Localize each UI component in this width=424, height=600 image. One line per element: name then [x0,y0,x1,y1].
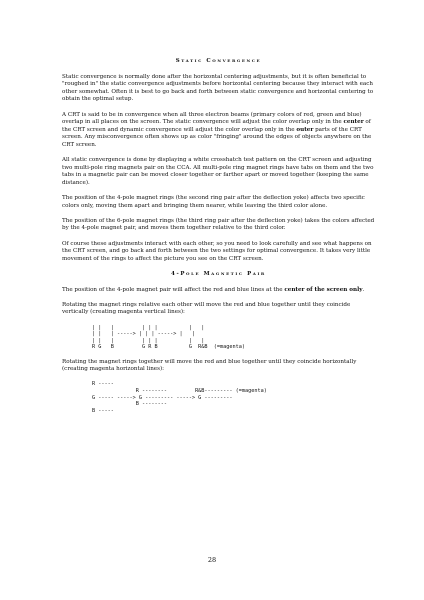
paragraph: The position of the 6-pole magnet rings (the third ring pair after the deflection yoke) takes the colors affected by the 4-pole magnet pair, and moves them together relative to the third color. [62,217,375,232]
section-title-static-convergence: Static Convergence [175,58,262,64]
text-run: of the CRT screen and dynamic convergence will adjust the color overlap only in the [62,119,371,133]
text-run: . [362,286,365,293]
bold-text: center [343,119,364,126]
bold-text: center of the screen only [284,286,363,293]
bold-text: outer [296,126,314,133]
text-run: The position of the 4-pole magnet pair will affect the red and blue lines at the [62,286,285,293]
paragraph: Of course these adjustments interact with each other, so you need to look carefully and see what happens on the CRT screen, and go back and forth between the two settings for optimal convergence. It takes very little movement of the rings to affect the picture you see on the CRT screen. [62,240,372,262]
vertical-convergence-diagram: | | | | | | | | | | | -----> | | | -----> | | | | | | | | | | R G B G R B G R&B (=magenta) [92,324,246,351]
paragraph: Static convergence is normally done after the horizontal centering adjustments, but it is often beneficial to "roughed in" the static convergence adjustments before horizontal centering because they interact with each other somewhat. Often it is best to go back and forth between static convergence and horizontal centering to obtain the optimal setup. [62,73,374,103]
text-run: A CRT is said to be in convergence when all three electron beams (primary colors of red, green and blue) overlap in all places on the screen. The static convergence will adjust the color overlap only in the [62,111,362,126]
paragraph: Rotating the magnet rings relative each other will move the red and blue together until they coincide vertically (creating magenta vertical lines): [62,301,351,316]
horizontal-convergence-diagram: R ----- R -------- R&B--------- (=magenta) G ----- -----> G --------- -----> G --------- B -------- B ----- [92,381,267,414]
document-page [62,58,375,422]
paragraph: Rotating the magnet rings together will move the red and blue together until they coincide horizontally (creating magenta horizontal lines): [62,358,357,373]
paragraph: All static convergence is done by displaying a white crosshatch test pattern on the CRT screen and adjusting two multi-pole ring magnets pair on the CCA. All multi-pole ring magnet rings have tabs on them and the two tabs in a magnetic pair can be moved closer together or farther apart or moved together (keeping the same distance). [62,157,374,186]
paragraph: The position of the 4-pole magnet rings (the second ring pair after the deflection yoke) affects two specific colors only, moving them apart and bringing them nearer, while leaving the third color alone. [62,195,365,209]
section-title-4-pole: 4-Pole Magnetic Pair [171,271,266,278]
paragraph [62,112,375,150]
paragraph [62,287,375,295]
page-number: 28 [207,556,217,564]
text-run: parts of the CRT screen. Any misconvergence often shows up as color "fringing" around the edges of objects anywhere on the CRT screen. [62,126,372,148]
